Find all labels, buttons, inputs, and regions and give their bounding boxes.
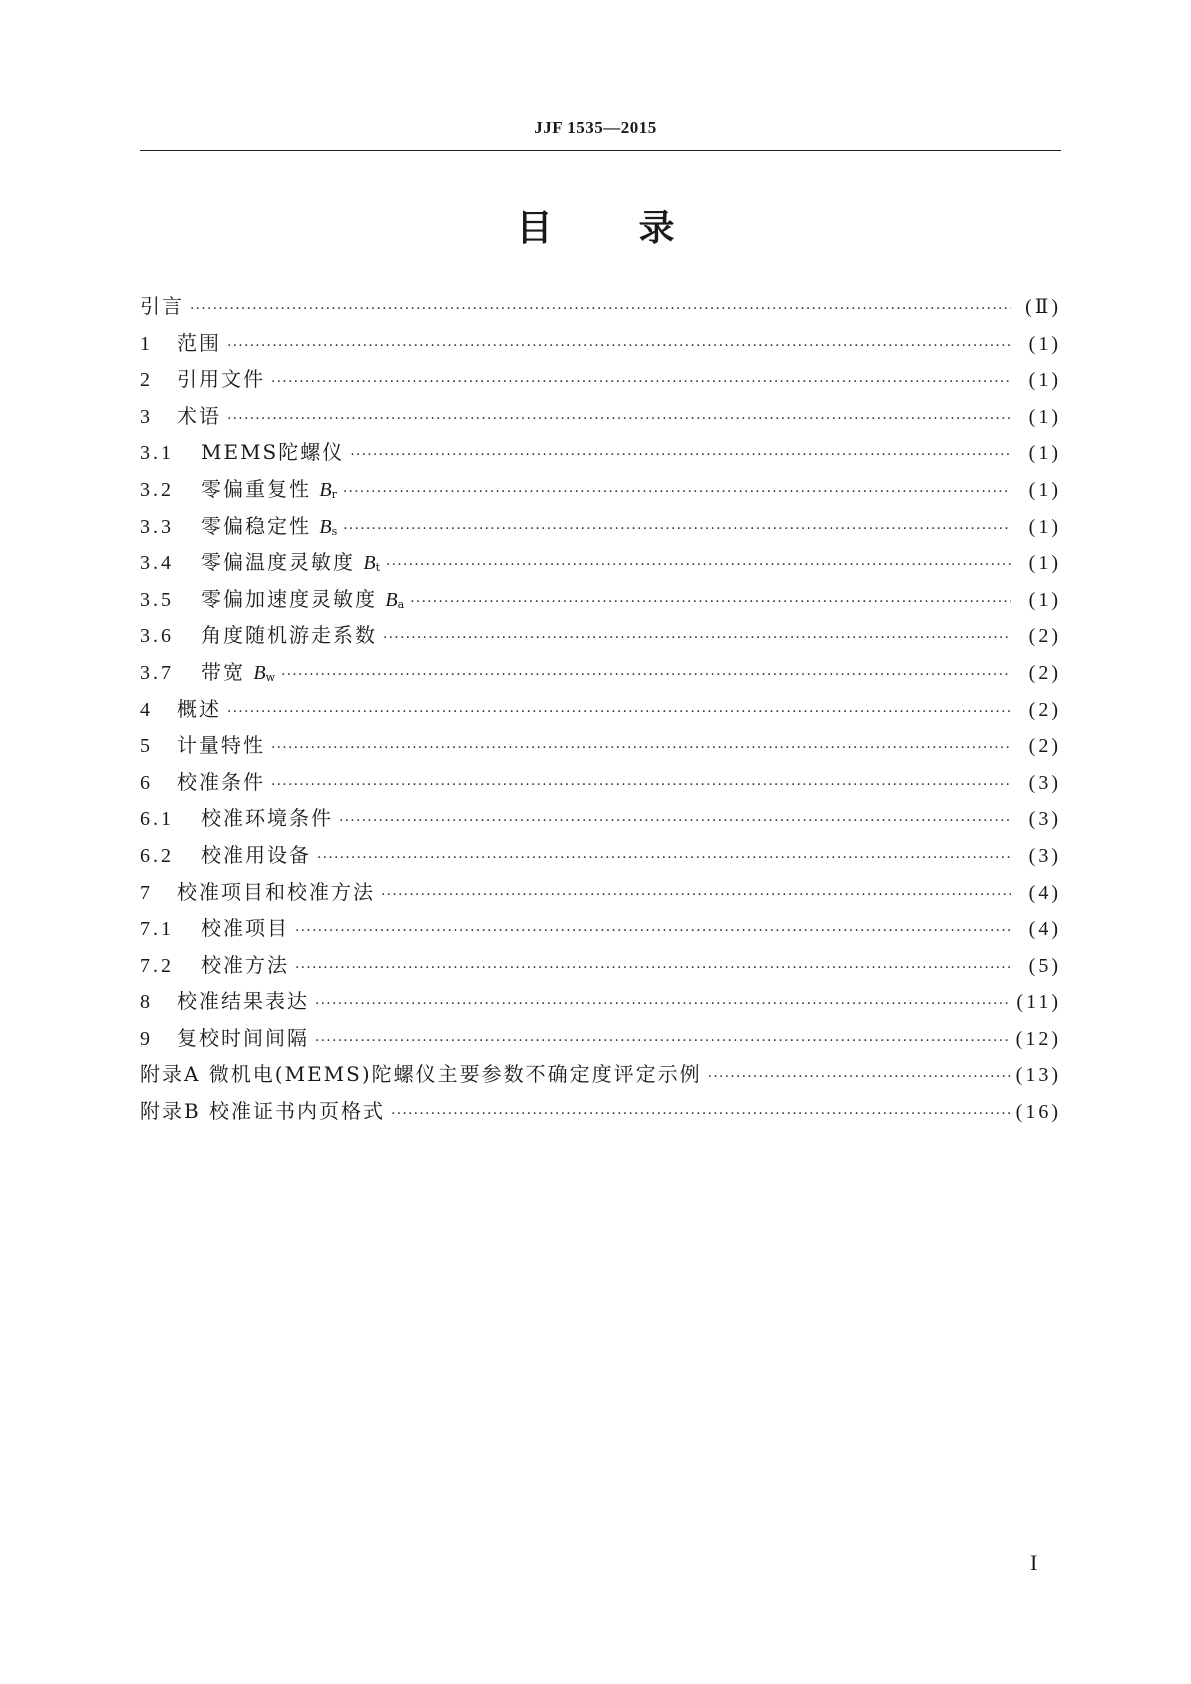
toc-entry[interactable] xyxy=(140,544,1061,581)
toc-leader-dots xyxy=(227,328,1011,365)
toc-entry-page: (1) xyxy=(1028,405,1061,428)
toc-entry-page: (1) xyxy=(1028,515,1061,538)
toc-title-char-2: 录 xyxy=(638,208,675,249)
toc-entry-page: (1) xyxy=(1028,369,1061,392)
toc-entry-page: (1) xyxy=(1028,442,1061,465)
toc-leader-dots xyxy=(343,474,1011,511)
toc-entry-page: (1) xyxy=(1028,478,1061,501)
toc-entry-page: (2) xyxy=(1028,625,1061,648)
toc-entry-title-text: 校准环境条件 xyxy=(201,806,333,831)
toc-entry-page: (1) xyxy=(1028,588,1061,611)
toc-entry-title xyxy=(201,800,333,837)
toc-entry-title-text: 校准用设备 xyxy=(201,842,311,867)
toc-entry-title-text: 角度随机游走系数 xyxy=(201,623,377,648)
toc-entry-number: 3.6 xyxy=(140,625,174,648)
toc-entry[interactable] xyxy=(140,1056,1061,1093)
toc-title-char-1: 目 xyxy=(516,208,553,249)
toc-entry-page: (2) xyxy=(1028,735,1061,758)
toc-entry-title-text: 零偏稳定性 xyxy=(201,513,311,538)
toc-entry-title-text: 引言 xyxy=(140,294,184,318)
toc-entry-page: (16) xyxy=(1015,1101,1061,1124)
toc-entry[interactable] xyxy=(140,837,1061,874)
table-of-contents xyxy=(140,288,1061,1130)
toc-entry-title-text: 校准结果表达 xyxy=(177,989,309,1014)
toc-leader-dots xyxy=(271,730,1011,767)
toc-entry-number: 3.4 xyxy=(140,552,174,575)
toc-entry-page: (13) xyxy=(1015,1064,1061,1087)
toc-entry[interactable] xyxy=(140,398,1061,435)
toc-entry-title-text: 复校时间间隔 xyxy=(177,1025,309,1050)
toc-entry-title xyxy=(201,617,377,654)
toc-entry-number: 2 xyxy=(140,369,153,392)
toc-entry-symbol: B xyxy=(363,552,376,575)
toc-entry-title xyxy=(140,1056,702,1093)
toc-entry-number: 3.3 xyxy=(140,515,174,538)
toc-entry[interactable] xyxy=(140,764,1061,801)
toc-entry-title xyxy=(177,361,265,398)
toc-leader-dots xyxy=(227,401,1011,438)
toc-leader-dots xyxy=(391,1096,1010,1133)
toc-entry-title xyxy=(177,727,265,764)
toc-entry-title-text: 校准条件 xyxy=(177,769,265,794)
toc-entry[interactable] xyxy=(140,947,1061,984)
toc-entry-page: (3) xyxy=(1028,771,1061,794)
toc-entry-page: (5) xyxy=(1028,954,1061,977)
toc-leader-dots xyxy=(190,291,1011,328)
toc-entry-title xyxy=(177,874,375,911)
toc-entry-title-text: 引用文件 xyxy=(177,367,265,392)
toc-entry-number: 3.7 xyxy=(140,661,174,684)
header-rule xyxy=(140,150,1061,151)
toc-entry-page: (Ⅱ) xyxy=(1025,296,1061,318)
toc-entry-number: 9 xyxy=(140,1027,153,1050)
toc-leader-dots xyxy=(271,767,1011,804)
toc-entry-title xyxy=(201,434,344,471)
toc-entry[interactable] xyxy=(140,983,1061,1020)
toc-entry-number: 7 xyxy=(140,881,153,904)
toc-entry-title xyxy=(177,983,309,1020)
toc-entry-page: (3) xyxy=(1028,808,1061,831)
toc-leader-dots xyxy=(317,840,1011,877)
toc-entry-number: 3.1 xyxy=(140,442,174,465)
toc-leader-dots xyxy=(708,1059,1010,1096)
toc-leader-dots xyxy=(271,364,1011,401)
toc-entry[interactable] xyxy=(140,874,1061,911)
standard-number-header: JJF 1535—2015 xyxy=(534,118,657,137)
toc-entry[interactable] xyxy=(140,727,1061,764)
toc-leader-dots xyxy=(227,694,1011,731)
toc-entry[interactable] xyxy=(140,361,1061,398)
toc-leader-dots xyxy=(383,620,1011,657)
toc-entry-number: 8 xyxy=(140,991,153,1014)
toc-entry-page: (1) xyxy=(1028,552,1061,575)
toc-leader-dots xyxy=(295,913,1011,950)
toc-entry-title-text: 术语 xyxy=(177,403,221,428)
toc-entry-symbol-subscript: a xyxy=(397,597,405,611)
toc-entry[interactable] xyxy=(140,325,1061,362)
toc-entry-page: (3) xyxy=(1028,844,1061,867)
toc-entry-number: 7.1 xyxy=(140,918,174,941)
toc-entry-title xyxy=(177,764,265,801)
toc-entry-number: 4 xyxy=(140,698,153,721)
toc-entry[interactable] xyxy=(140,617,1061,654)
toc-entry-page: (11) xyxy=(1016,991,1061,1014)
toc-entry-title-text: 附录A 微机电(MEMS)陀螺仪主要参数不确定度评定示例 xyxy=(140,1062,702,1087)
toc-entry-page: (2) xyxy=(1028,698,1061,721)
toc-entry-title xyxy=(140,288,184,325)
toc-entry[interactable] xyxy=(140,691,1061,728)
toc-entry-symbol-subscript: s xyxy=(331,524,338,538)
toc-entry-title-text: 校准项目 xyxy=(201,916,289,941)
toc-entry-title xyxy=(177,398,221,435)
toc-entry-title-text: 范围 xyxy=(177,330,221,355)
toc-entry-symbol: B xyxy=(319,478,332,501)
page-number: I xyxy=(1030,1550,1038,1575)
toc-entry[interactable] xyxy=(140,654,1061,691)
toc-entry-page: (2) xyxy=(1028,661,1061,684)
toc-entry-title-text: MEMS陀螺仪 xyxy=(201,440,345,465)
toc-entry-title xyxy=(201,910,289,947)
toc-entry-number: 1 xyxy=(140,332,153,355)
toc-leader-dots xyxy=(386,547,1011,584)
toc-leader-dots xyxy=(339,803,1011,840)
toc-entry-title-text: 零偏加速度灵敏度 xyxy=(201,586,377,611)
toc-leader-dots xyxy=(381,877,1011,914)
toc-entry-title-text: 附录B 校准证书内页格式 xyxy=(140,1099,386,1124)
toc-entry-symbol-subscript: r xyxy=(331,487,337,501)
toc-entry-title xyxy=(177,1020,309,1057)
toc-entry-title xyxy=(201,947,289,984)
toc-entry-page: (4) xyxy=(1028,881,1061,904)
toc-entry[interactable] xyxy=(140,581,1061,618)
toc-entry-number: 3 xyxy=(140,405,153,428)
toc-entry-symbol: B xyxy=(385,588,398,611)
toc-entry-title-text: 零偏温度灵敏度 xyxy=(201,550,355,575)
toc-entry-title-text: 零偏重复性 xyxy=(201,476,311,501)
toc-leader-dots xyxy=(350,437,1011,474)
toc-entry-page: (4) xyxy=(1028,918,1061,941)
toc-entry-number: 7.2 xyxy=(140,954,174,977)
toc-entry-number: 3.5 xyxy=(140,588,174,611)
toc-entry-symbol-subscript: t xyxy=(375,561,380,575)
toc-entry-number: 5 xyxy=(140,735,153,758)
toc-entry-symbol: B xyxy=(253,661,266,684)
toc-leader-dots xyxy=(315,986,1010,1023)
toc-leader-dots xyxy=(281,657,1011,694)
toc-entry[interactable] xyxy=(140,800,1061,837)
toc-entry[interactable] xyxy=(140,1093,1061,1130)
toc-leader-dots xyxy=(343,511,1011,548)
toc-entry-title-text: 校准方法 xyxy=(201,952,289,977)
toc-leader-dots xyxy=(315,1023,1010,1060)
toc-entry[interactable] xyxy=(140,508,1061,545)
toc-entry-title xyxy=(140,1093,385,1130)
toc-entry-page: (12) xyxy=(1015,1027,1061,1050)
toc-entry-title-text: 带宽 xyxy=(201,659,245,684)
toc-leader-dots xyxy=(295,950,1011,987)
toc-entry-title-text: 校准项目和校准方法 xyxy=(177,879,375,904)
toc-entry-number: 6.2 xyxy=(140,844,174,867)
toc-entry[interactable] xyxy=(140,434,1061,471)
toc-entry-number: 3.2 xyxy=(140,478,174,501)
toc-entry-page: (1) xyxy=(1028,332,1061,355)
toc-entry[interactable] xyxy=(140,1020,1061,1057)
toc-entry-symbol-subscript: w xyxy=(265,670,275,684)
toc-entry-title xyxy=(177,691,221,728)
toc-entry-number: 6.1 xyxy=(140,808,174,831)
toc-entry-symbol: B xyxy=(319,515,332,538)
toc-entry-title-text: 计量特性 xyxy=(177,733,265,758)
toc-entry[interactable] xyxy=(140,471,1061,508)
toc-entry-title-text: 概述 xyxy=(177,696,221,721)
toc-entry-number: 6 xyxy=(140,771,153,794)
toc-entry[interactable] xyxy=(140,288,1061,325)
toc-entry-title xyxy=(177,325,221,362)
toc-entry[interactable] xyxy=(140,910,1061,947)
toc-entry-title xyxy=(201,837,311,874)
toc-title xyxy=(0,200,1191,251)
toc-leader-dots xyxy=(410,584,1011,621)
